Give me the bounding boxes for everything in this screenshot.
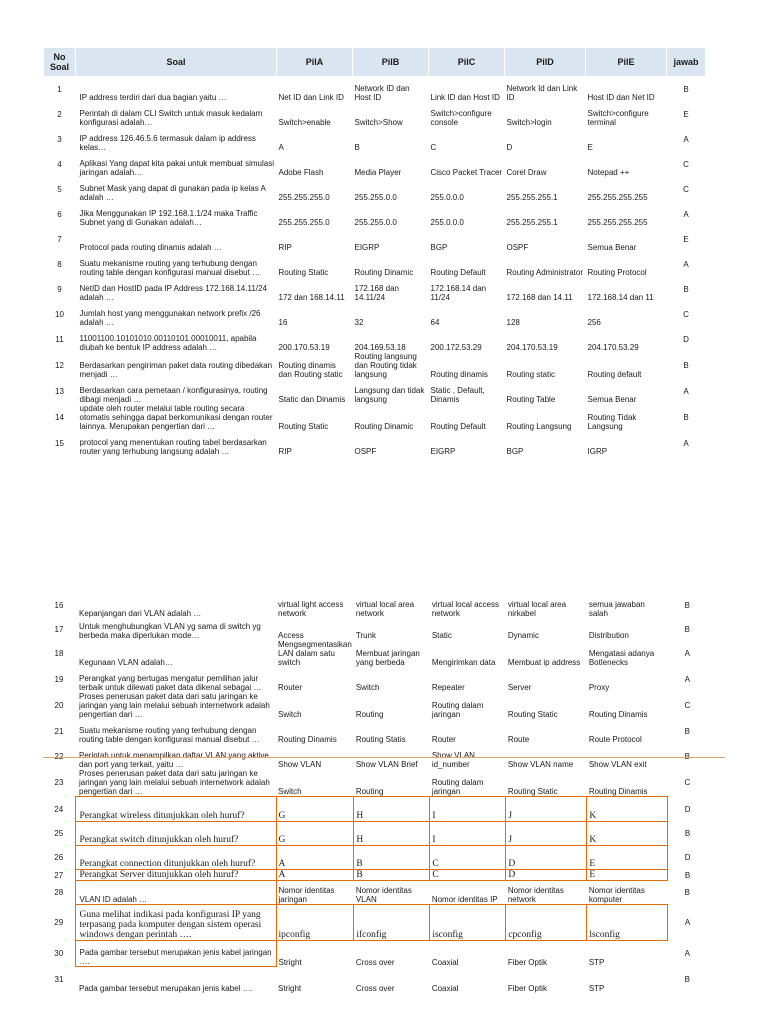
cell-d: cpconfig [506, 905, 587, 941]
cell-a: Mengsegmentasikan LAN dalam satu switch [278, 640, 352, 667]
cell-no: 2 [57, 109, 62, 119]
cell-no: 8 [57, 259, 62, 269]
cell-b: Routing Dinamic [354, 421, 414, 431]
cell-soal: Protocol pada routing dinamis adalah … [79, 242, 222, 252]
cell-soal: Kepanjangan dari VLAN adalah … [79, 609, 202, 618]
table-row [43, 592, 707, 618]
cell-no: 19 [54, 675, 64, 684]
cell-jawab: D [684, 804, 691, 814]
table-row [43, 881, 707, 905]
cell-c: 64 [430, 317, 440, 327]
header-pilb: PilB [353, 48, 429, 77]
cell-a: Show VLAN [278, 760, 322, 769]
cell-soal: Perangkat Server ditunjukkan oleh huruf? [75, 870, 276, 881]
cell-e: Switch>configure terminal [587, 108, 649, 127]
cell-e: Semua Benar [587, 394, 637, 404]
cell-a: 255.255.255.0 [278, 192, 330, 202]
cell-no: 26 [54, 853, 64, 862]
cell-jawab: B [684, 600, 690, 610]
cell-b: OSPF [354, 446, 377, 456]
cell-soal: Perangkat switch ditunjukkan oleh huruf? [75, 822, 276, 846]
cell-soal: Proses penerusan paket data dari satu jaringan ke jaringan yang lain melalui sebuah internetwork adalah pengertian dari … [79, 769, 270, 796]
cell-soal: Guna melihat indikasi pada konfigurasi IP yang terpasang pada komputer dengan sistem operasi windows dengan perintah …. [75, 905, 276, 941]
cell-jawab: A [683, 209, 689, 219]
cell-soal: Jumlah host yang menggunakan network prefix /26 adalah … [79, 308, 261, 327]
cell-d: Network Id dan Link ID [506, 83, 578, 102]
cell-e: IGRP [587, 446, 608, 456]
cell-no: 29 [54, 918, 64, 927]
cell-soal: Berdasarkan pengiriman paket data routing dibedakan menjadi … [79, 360, 273, 379]
cell-d: J [506, 822, 587, 846]
cell-e: Route Protocol [588, 735, 642, 744]
cell-b: EIGRP [354, 242, 380, 252]
cell-c: Coaxial [431, 983, 459, 993]
cell-b: 255.255.0.0 [354, 192, 397, 202]
cell-b: ifconfig [354, 905, 430, 941]
cell-b: Cross over [355, 957, 395, 967]
table-row [44, 404, 706, 431]
cell-e: STP [588, 983, 605, 993]
cell-no: 28 [54, 888, 64, 897]
cell-c: Repeater [431, 683, 465, 692]
cell-soal: 11001100.10101010.00110101.00010011, apabila diubah ke bentuk IP address adalah … [79, 333, 257, 352]
cell-a: Stright [278, 983, 302, 993]
cell-e: Proxy [588, 683, 610, 692]
cell-c: C [430, 870, 506, 881]
cell-b: Switch>Show [354, 117, 403, 127]
cell-soal: Perangkat wireless ditunjukkan oleh huruf? [75, 797, 276, 822]
cell-a: Router [278, 683, 303, 692]
cell-d: Routing Static [507, 787, 558, 796]
cell-jawab: B [683, 84, 689, 94]
cell-e: Host ID dan Net ID [587, 92, 655, 102]
cell-d: Routing Administrator [506, 267, 583, 277]
cell-jawab: A [684, 949, 690, 958]
cell-d: OSPF [506, 242, 529, 252]
cell-e: Routing Dinamis [588, 787, 648, 796]
cell-soal: Perintah di dalam CLI Switch untuk masuk kedalam konfigurasi adalah… [79, 108, 263, 127]
header-row [44, 48, 706, 77]
cell-e: Notepad ++ [587, 167, 630, 177]
cell-e: Distribution [588, 631, 629, 640]
cell-jawab: B [683, 284, 689, 294]
cell-jawab: A [684, 675, 690, 684]
cell-b: Network ID dan Host ID [354, 83, 410, 102]
cell-e: Nomor identitas komputer [588, 886, 645, 904]
cell-no: 21 [54, 727, 64, 736]
cell-c: BGP [430, 242, 448, 252]
table-row [43, 870, 707, 881]
cell-d: Routing Table [506, 394, 556, 404]
cell-jawab: C [684, 778, 691, 788]
cell-e: 256 [587, 317, 601, 327]
cell-b: B [354, 142, 360, 152]
cell-c: virtual local access network [431, 600, 499, 618]
cell-b: Switch [355, 683, 380, 692]
cell-jawab: C [683, 184, 689, 194]
cell-no: 1 [57, 84, 62, 94]
cell-e: semua jawaban salah [588, 600, 645, 618]
cell-no: 11 [55, 334, 64, 344]
table-row [44, 127, 706, 152]
cell-a: Routing Static [278, 267, 329, 277]
cell-b: Langsung dan tidak langsung [354, 385, 425, 404]
cell-a: A [276, 846, 354, 870]
cell-jawab: C [683, 159, 689, 169]
cell-e: Mengatasi adanya Botlenecks [588, 649, 655, 667]
cell-no: 14 [55, 412, 64, 422]
cell-e: E [587, 142, 593, 152]
cell-a: Nomor identitas jaringan [278, 886, 335, 904]
cell-c: Mengirimkan data [431, 658, 496, 667]
cell-c: Routing dalam jaringan [431, 778, 484, 796]
cell-jawab: A [683, 438, 689, 448]
cell-a: A [278, 142, 284, 152]
cell-no: 16 [54, 600, 64, 610]
cell-soal: VLAN ID adalah … [75, 881, 276, 905]
cell-d: Membuat ip address [507, 658, 581, 667]
cell-e: STP [588, 957, 605, 967]
cell-no: 15 [55, 438, 64, 448]
cell-jawab: B [684, 752, 690, 761]
cell-no: 12 [55, 360, 64, 370]
cell-d: 128 [506, 317, 520, 327]
cell-a: ipconfig [276, 905, 354, 941]
table-row [43, 640, 707, 667]
cell-e: 172.168.14 dan 11 [587, 292, 654, 302]
cell-a: 16 [278, 317, 288, 327]
cell-b: B [354, 846, 430, 870]
cell-jawab: B [684, 870, 691, 880]
cell-a: G [276, 822, 354, 846]
cell-b: Routing [355, 710, 384, 719]
cell-jawab: B [683, 412, 689, 422]
table-row [44, 352, 706, 379]
cell-c: Routing dalam jaringan [431, 701, 484, 719]
cell-a: Access [278, 631, 304, 640]
cell-jawab: A [683, 134, 689, 144]
table-row [44, 152, 706, 177]
cell-jawab: D [683, 334, 689, 344]
cell-no: 13 [55, 386, 64, 396]
cell-c: 255.0.0.0 [430, 192, 464, 202]
cell-d: Corel Draw [506, 167, 547, 177]
table-row [44, 202, 706, 227]
cell-c: I [430, 797, 506, 822]
cell-c: Cisco Packet Tracer [430, 167, 503, 177]
cell-c: Nomor identitas IP [431, 895, 498, 904]
cell-a: Static dan Dinamis [278, 394, 346, 404]
cell-a: 172 dan 168.14.11 [278, 292, 345, 302]
header-pilc: PilC [429, 48, 505, 77]
cell-d: 255.255.255.1 [506, 217, 558, 227]
cell-d: D [506, 846, 587, 870]
cell-d: 172.168 dan 14.11 [506, 292, 573, 302]
cell-jawab: B [684, 624, 690, 634]
cell-d: Fiber Optik [507, 983, 547, 993]
cell-a: Routing Static [278, 421, 329, 431]
cell-b: 255.255.0.0 [354, 217, 397, 227]
table-row [43, 822, 707, 846]
cell-d: virtual local area nirkabel [507, 600, 567, 618]
cell-d: Dynamic [507, 631, 539, 640]
cell-no: 27 [54, 870, 64, 880]
header-pild: PilD [505, 48, 586, 77]
cell-d: Switch>login [506, 117, 552, 127]
table-row [44, 102, 706, 127]
cell-d: D [506, 870, 587, 881]
cell-c: I [430, 822, 506, 846]
cell-b: Routing Dinamic [354, 267, 414, 277]
cell-soal: Suatu mekanisme routing yang terhubung dengan routing table dengan konfigurasi manual disebut … [79, 258, 261, 277]
cell-c: Router [431, 735, 456, 744]
cell-soal: update oleh router melalui table routing secara otomatis sehingga dapat berkomunikasi dengan router lainnya. Merupakan pengertian dari … [79, 403, 273, 431]
table-row [44, 227, 706, 252]
cell-b: 172.168 dan 14.11/24 [354, 283, 399, 302]
cell-jawab: B [684, 975, 690, 984]
cell-a: Switch>enable [278, 117, 331, 127]
cell-no: 17 [54, 624, 64, 634]
cell-a: 255.255.255.0 [278, 217, 330, 227]
cell-a: RIP [278, 446, 292, 456]
cell-a: Stright [278, 957, 302, 967]
table-row [44, 277, 706, 302]
cell-no: 5 [57, 184, 62, 194]
cell-a: 200.170.53.19 [278, 342, 330, 352]
cell-b: Membuat jaringan yang berbeda [355, 649, 420, 667]
cell-soal: Jika Menggunakan IP 192.168.1.1/24 maka Traffic Subnet yang di Gunakan adalah… [79, 208, 258, 227]
cell-c: Static [431, 631, 452, 640]
cell-jawab: A [683, 386, 689, 396]
header-jawab: jawab [667, 48, 706, 77]
quiz-table-part1 [43, 47, 706, 456]
cell-b: Routing Statis [355, 735, 406, 744]
cell-e: E [587, 846, 668, 870]
cell-a: Routing Dinamis [278, 735, 337, 744]
cell-d: D [506, 142, 513, 152]
cell-c: EIGRP [430, 446, 456, 456]
cell-a: Switch [278, 787, 302, 796]
table-row [43, 618, 707, 640]
cell-d: 255.255.255.1 [506, 192, 558, 202]
cell-soal: NetID dan HostID pada IP Address 172.168.14.11/24 adalah … [79, 283, 267, 302]
table-row [44, 177, 706, 202]
cell-jawab: D [684, 853, 691, 862]
cell-c: C [430, 846, 506, 870]
header-pila: PilA [277, 48, 353, 77]
cell-a: Routing dinamis dan Routing static [278, 360, 343, 379]
cell-c: Static , Default, Dinamis [430, 385, 485, 404]
cell-no: 31 [54, 975, 64, 984]
divider-line [43, 757, 725, 758]
cell-b: 32 [354, 317, 364, 327]
cell-a: A [276, 870, 354, 881]
cell-jawab: E [683, 109, 689, 119]
cell-c: 200.172.53.29 [430, 342, 482, 352]
table-row [43, 719, 707, 744]
cell-c: C [430, 142, 437, 152]
header-no: No Soal [44, 48, 76, 77]
cell-e: Show VLAN exit [588, 760, 647, 769]
table-row [44, 77, 706, 102]
cell-no: 22 [54, 752, 64, 761]
cell-jawab: A [684, 918, 691, 927]
cell-c: 255.0.0.0 [430, 217, 464, 227]
cell-jawab: B [684, 727, 690, 736]
cell-no: 30 [54, 949, 64, 958]
cell-no: 25 [54, 829, 64, 838]
cell-e: Routing Tidak Langsung [587, 412, 637, 431]
cell-no: 6 [57, 209, 62, 219]
table-row [43, 797, 707, 822]
table-row [44, 327, 706, 352]
table-row [44, 431, 706, 456]
cell-d: Show VLAN name [507, 760, 574, 769]
cell-d: J [506, 797, 587, 822]
cell-b: Trunk [355, 631, 376, 640]
table-row [43, 905, 707, 941]
cell-a: G [276, 797, 354, 822]
cell-c: 172.168.14 dan 11/24 [430, 283, 487, 302]
cell-no: 9 [57, 284, 62, 294]
cell-jawab: C [684, 701, 691, 710]
cell-d: Nomor identitas network [507, 886, 564, 904]
cell-no: 4 [57, 159, 62, 169]
cell-a: Adobe Flash [278, 167, 324, 177]
cell-c: Coaxial [431, 957, 459, 967]
table-row [43, 967, 707, 993]
cell-soal: Untuk menghubungkan VLAN yg sama di switch yg berbeda maka diperlukan mode… [79, 622, 261, 640]
table-row [43, 846, 707, 870]
cell-jawab: C [683, 309, 689, 319]
table-row [43, 769, 707, 797]
cell-soal: Pada gambar tersebut merupakan jenis kabel …. [79, 983, 253, 993]
cell-no: 20 [54, 701, 64, 710]
cell-soal: IP address 126.46.5.6 termasuk dalam ip address kelas… [79, 133, 256, 152]
cell-e: Semua Benar [587, 242, 637, 252]
cell-c: Routing Default [430, 421, 486, 431]
cell-b: Media Player [354, 167, 402, 177]
cell-e: Routing Protocol [587, 267, 647, 277]
cell-no: 7 [57, 234, 62, 244]
cell-d: 204.170.53.19 [506, 342, 558, 352]
table-row [43, 667, 707, 692]
table-row [44, 252, 706, 277]
cell-no: 24 [54, 804, 64, 814]
cell-b: Show VLAN Brief [355, 760, 418, 769]
cell-soal: Pada gambar tersebut merupakan jenis kabel jaringan …. [75, 941, 276, 967]
table-row [44, 379, 706, 404]
cell-jawab: E [683, 234, 689, 244]
cell-c: Switch>configure console [430, 108, 492, 127]
cell-b: Routing [355, 787, 384, 796]
cell-soal: Aplikasi Yang dapat kita pakai untuk membuat simulasi jaringan adalah… [79, 158, 274, 177]
cell-jawab: A [683, 259, 689, 269]
cell-d: BGP [506, 446, 524, 456]
cell-b: 204.169.53.18 [354, 342, 406, 352]
cell-c: isconfig [430, 905, 506, 941]
table-row [43, 941, 707, 967]
cell-e: lsconfig [587, 905, 668, 941]
cell-soal: Proses penerusan paket data dari satu jaringan ke jaringan yang lain melalui sebuah internetwork adalah pengertian dari … [79, 692, 270, 719]
cell-c: Routing dinamis [430, 369, 488, 379]
cell-b: H [354, 797, 430, 822]
cell-b: Routing langsung dan Routing tidak langsung [354, 351, 417, 379]
cell-e: 204.170.53.29 [587, 342, 639, 352]
cell-soal: Suatu mekanisme routing yang terhubung dengan routing table dengan konfigurasi manual disebut … [79, 726, 260, 744]
cell-d: Server [507, 683, 532, 692]
cell-b: H [354, 822, 430, 846]
cell-a: RIP [278, 242, 292, 252]
cell-a: Switch [278, 710, 302, 719]
cell-e: 255.255.255.255 [587, 217, 648, 227]
cell-soal: Berdasarkan cara pemetaan / konfigurasinya, routing dibagi menjadi … [79, 385, 268, 404]
header-soal: Soal [76, 48, 277, 77]
cell-soal: Perintah untuk menampilkan daftar VLAN yang aktive dan port yang terkait, yaitu … [79, 751, 269, 769]
cell-soal: protocol yang menentukan routing tabel berdasarkan router yang terhubung langsung adalah … [79, 437, 267, 456]
cell-c: Show VLAN id_number [431, 751, 475, 769]
cell-e: K [587, 797, 668, 822]
cell-no: 18 [54, 649, 64, 658]
cell-e: Routing default [587, 369, 642, 379]
cell-soal: Subnet Mask yang dapat di gunakan pada ip kelas A adalah … [79, 183, 266, 202]
cell-no: 3 [57, 134, 62, 144]
cell-d: Routing static [506, 369, 555, 379]
cell-d: Routing Langsung [506, 421, 572, 431]
cell-b: virtual local area network [355, 600, 415, 618]
cell-a: virtual light access network [278, 600, 344, 618]
cell-e: E [587, 870, 668, 881]
cell-e: Routing Dinamis [588, 710, 648, 719]
cell-no: 10 [55, 309, 64, 319]
quiz-table-part2 [43, 592, 707, 993]
cell-d: Route [507, 735, 530, 744]
cell-e: 255.255.255.255 [587, 192, 648, 202]
header-pile: PilE [586, 48, 667, 77]
cell-no: 23 [54, 778, 64, 788]
table-row [43, 692, 707, 719]
cell-soal: Kegunaan VLAN adalah… [79, 658, 173, 667]
cell-d: Fiber Optik [507, 957, 547, 967]
cell-e: K [587, 822, 668, 846]
cell-d: Routing Static [507, 710, 558, 719]
cell-soal: Perangkat yang bertugas mengatur pemilihan jalur terbaik untuk dilewati paket data dikenal sebagai … [79, 674, 262, 692]
cell-b: B [354, 870, 430, 881]
cell-jawab: B [683, 360, 689, 370]
table-row [44, 302, 706, 327]
cell-a: Net ID dan Link ID [278, 92, 344, 102]
cell-soal: Perangkat connection ditunjukkan oleh huruf? [75, 846, 276, 870]
cell-soal: IP address terdiri dari dua bagian yaitu … [79, 92, 227, 102]
cell-b: Cross over [355, 983, 395, 993]
cell-b: Nomor identitas VLAN [355, 886, 412, 904]
cell-c: Link ID dan Host ID [430, 92, 500, 102]
cell-jawab: B [684, 888, 690, 897]
cell-c: Routing Default [430, 267, 486, 277]
cell-jawab: A [684, 649, 690, 658]
cell-jawab: B [684, 829, 691, 838]
